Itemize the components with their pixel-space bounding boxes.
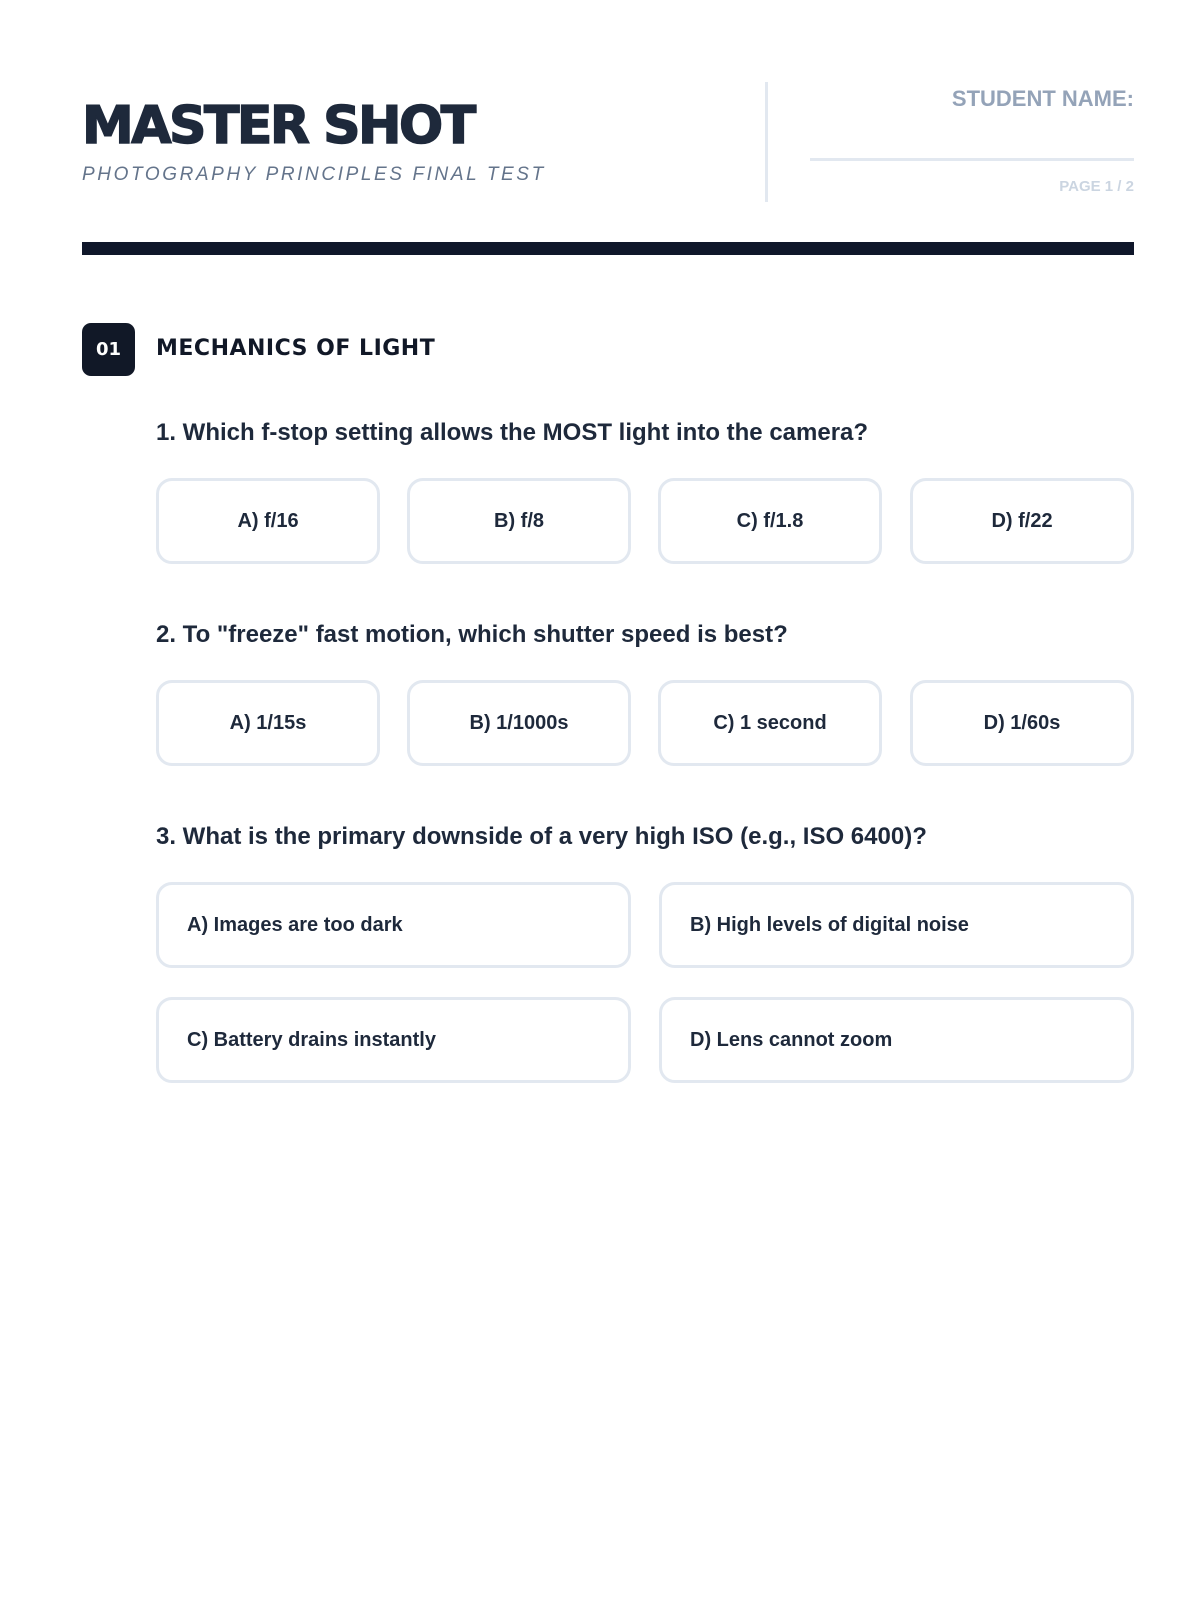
q1-option-a[interactable]: A) f/16 — [156, 478, 380, 564]
page-indicator: PAGE 1 / 2 — [1059, 178, 1134, 195]
question-2-text: 2. To "freeze" fast motion, which shutter speed is best? — [156, 621, 788, 648]
q3-option-d[interactable]: D) Lens cannot zoom — [659, 997, 1134, 1083]
q2-option-d[interactable]: D) 1/60s — [910, 680, 1134, 766]
q3-option-a[interactable]: A) Images are too dark — [156, 882, 631, 968]
section-title: MECHANICS OF LIGHT — [156, 336, 436, 361]
test-header — [82, 82, 1134, 202]
q2-option-c[interactable]: C) 1 second — [658, 680, 882, 766]
question-1-text: 1. Which f-stop setting allows the MOST light into the camera? — [156, 419, 869, 446]
section-number-badge: 01 — [82, 323, 135, 376]
q1-option-c[interactable]: C) f/1.8 — [658, 478, 882, 564]
header-rule — [82, 242, 1134, 255]
q2-option-a[interactable]: A) 1/15s — [156, 680, 380, 766]
test-subtitle: PHOTOGRAPHY PRINCIPLES FINAL TEST — [82, 164, 546, 185]
test-title: MASTER SHOT — [82, 96, 474, 156]
q3-option-b[interactable]: B) High levels of digital noise — [659, 882, 1134, 968]
q1-option-d[interactable]: D) f/22 — [910, 478, 1134, 564]
q3-option-c[interactable]: C) Battery drains instantly — [156, 997, 631, 1083]
question-3-text: 3. What is the primary downside of a very high ISO (e.g., ISO 6400)? — [156, 823, 927, 850]
student-name-line[interactable] — [810, 158, 1134, 161]
q1-option-b[interactable]: B) f/8 — [407, 478, 631, 564]
student-name-label: STUDENT NAME: — [951, 86, 1134, 111]
header-divider — [765, 82, 768, 202]
q2-option-b[interactable]: B) 1/1000s — [407, 680, 631, 766]
